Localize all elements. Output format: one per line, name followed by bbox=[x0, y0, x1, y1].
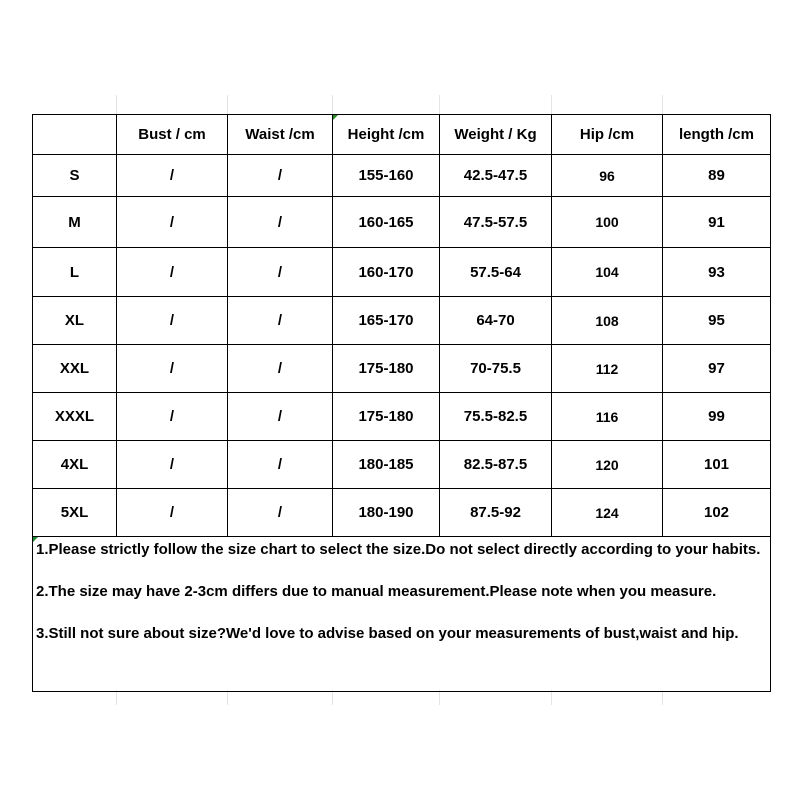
gridline bbox=[551, 95, 552, 114]
value-cell: / bbox=[117, 197, 228, 248]
value-cell: 91 bbox=[663, 197, 771, 248]
value-cell: 112 bbox=[552, 345, 663, 393]
value-cell: 96 bbox=[552, 155, 663, 197]
value-cell: 95 bbox=[663, 297, 771, 345]
value-cell: / bbox=[228, 345, 333, 393]
value-cell: 101 bbox=[663, 441, 771, 489]
note-3: 3.Still not sure about size?We'd love to advise based on your measurements of bust,waist and hip. bbox=[36, 625, 739, 642]
note-2: 2.The size may have 2-3cm differs due to manual measurement.Please note when you measure. bbox=[36, 583, 717, 600]
value-cell: 180-185 bbox=[333, 441, 440, 489]
table-row bbox=[33, 248, 771, 297]
value-cell: 97 bbox=[663, 345, 771, 393]
table-row bbox=[33, 393, 771, 441]
header-cell: Height /cm bbox=[333, 115, 440, 155]
value-cell: 93 bbox=[663, 248, 771, 297]
cell-comment-marker bbox=[333, 115, 338, 120]
header-cell bbox=[33, 115, 117, 155]
value-cell: 104 bbox=[552, 248, 663, 297]
value-cell: 70-75.5 bbox=[440, 345, 552, 393]
value-cell: 124 bbox=[552, 489, 663, 537]
table-row bbox=[33, 297, 771, 345]
table-row bbox=[33, 489, 771, 537]
value-cell: 64-70 bbox=[440, 297, 552, 345]
cell-comment-marker bbox=[33, 537, 38, 542]
header-cell: Waist /cm bbox=[228, 115, 333, 155]
gridline bbox=[227, 690, 228, 705]
value-cell: 155-160 bbox=[333, 155, 440, 197]
gridline bbox=[439, 690, 440, 705]
value-cell: / bbox=[117, 155, 228, 197]
value-cell: 47.5-57.5 bbox=[440, 197, 552, 248]
value-cell: 100 bbox=[552, 197, 663, 248]
gridline bbox=[116, 95, 117, 114]
value-cell: / bbox=[117, 393, 228, 441]
value-cell: / bbox=[117, 441, 228, 489]
value-cell: 89 bbox=[663, 155, 771, 197]
header-cell: Bust / cm bbox=[117, 115, 228, 155]
table-row bbox=[33, 197, 771, 248]
value-cell: / bbox=[117, 248, 228, 297]
value-cell: 175-180 bbox=[333, 393, 440, 441]
value-cell: 87.5-92 bbox=[440, 489, 552, 537]
gridline bbox=[332, 690, 333, 705]
value-cell: / bbox=[228, 155, 333, 197]
size-cell: S bbox=[33, 155, 117, 197]
note-1: 1.Please strictly follow the size chart to select the size.Do not select directly according to your habits. bbox=[36, 541, 761, 558]
size-cell: XXXL bbox=[33, 393, 117, 441]
value-cell: 42.5-47.5 bbox=[440, 155, 552, 197]
value-cell: / bbox=[117, 489, 228, 537]
value-cell: 57.5-64 bbox=[440, 248, 552, 297]
value-cell: / bbox=[228, 248, 333, 297]
size-cell: 5XL bbox=[33, 489, 117, 537]
value-cell: 180-190 bbox=[333, 489, 440, 537]
size-cell: L bbox=[33, 248, 117, 297]
gridline bbox=[551, 690, 552, 705]
value-cell: 165-170 bbox=[333, 297, 440, 345]
value-cell: 175-180 bbox=[333, 345, 440, 393]
value-cell: / bbox=[228, 393, 333, 441]
size-cell: XXL bbox=[33, 345, 117, 393]
value-cell: / bbox=[117, 345, 228, 393]
value-cell: 116 bbox=[552, 393, 663, 441]
size-chart-table bbox=[32, 114, 771, 692]
gridline bbox=[439, 95, 440, 114]
header-cell: Weight / Kg bbox=[440, 115, 552, 155]
value-cell: 160-165 bbox=[333, 197, 440, 248]
value-cell: / bbox=[228, 297, 333, 345]
value-cell: 160-170 bbox=[333, 248, 440, 297]
gridline bbox=[227, 95, 228, 114]
notes-row bbox=[33, 537, 771, 692]
table-row bbox=[33, 155, 771, 197]
gridline bbox=[662, 690, 663, 705]
value-cell: / bbox=[228, 197, 333, 248]
value-cell: / bbox=[228, 441, 333, 489]
value-cell: 102 bbox=[663, 489, 771, 537]
value-cell: 99 bbox=[663, 393, 771, 441]
value-cell: 75.5-82.5 bbox=[440, 393, 552, 441]
table-row bbox=[33, 345, 771, 393]
value-cell: 82.5-87.5 bbox=[440, 441, 552, 489]
value-cell: 120 bbox=[552, 441, 663, 489]
table-row bbox=[33, 441, 771, 489]
size-cell: M bbox=[33, 197, 117, 248]
gridline bbox=[332, 95, 333, 114]
gridline bbox=[662, 95, 663, 114]
value-cell: / bbox=[117, 297, 228, 345]
notes-cell bbox=[33, 537, 771, 692]
header-row bbox=[33, 115, 771, 155]
table-body bbox=[33, 155, 771, 537]
gridline bbox=[116, 690, 117, 705]
value-cell: / bbox=[228, 489, 333, 537]
size-cell: XL bbox=[33, 297, 117, 345]
size-cell: 4XL bbox=[33, 441, 117, 489]
header-cell: length /cm bbox=[663, 115, 771, 155]
value-cell: 108 bbox=[552, 297, 663, 345]
header-cell: Hip /cm bbox=[552, 115, 663, 155]
